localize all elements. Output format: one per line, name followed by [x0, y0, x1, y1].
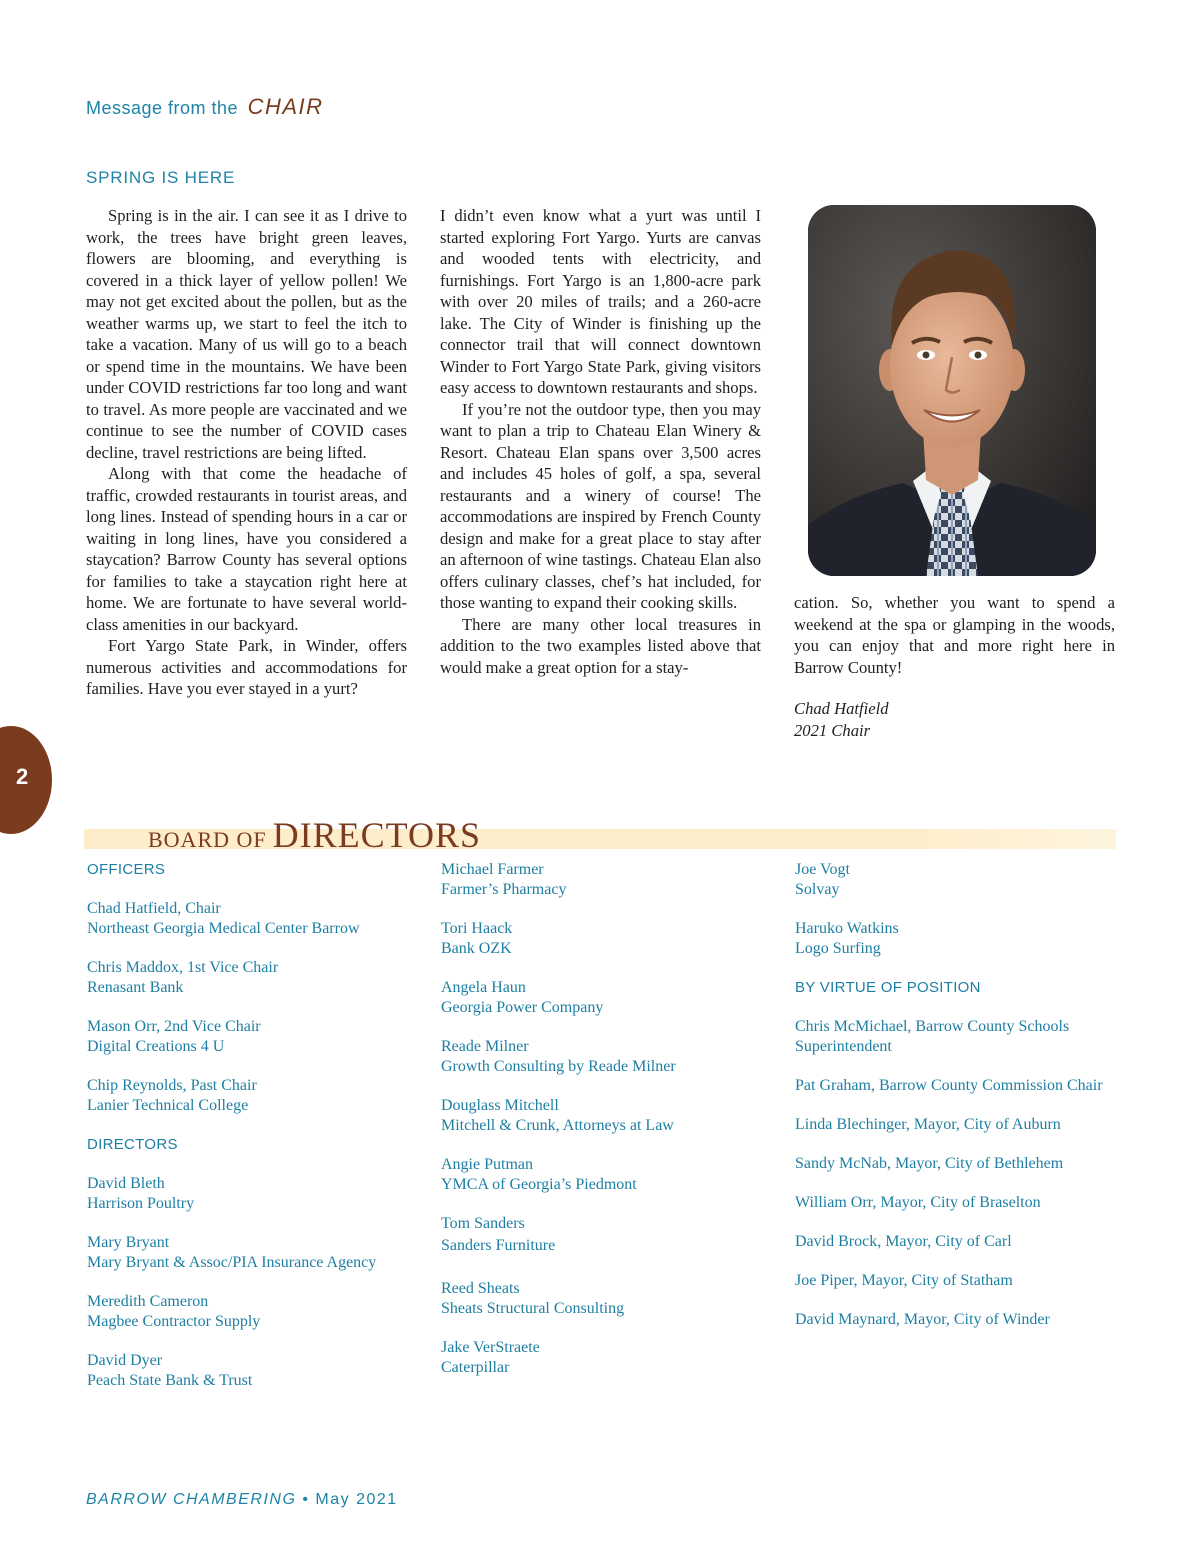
board-title-big: DIRECTORS [272, 815, 482, 855]
member-name: Michael Farmer [441, 861, 544, 878]
member-name: Reade Milner [441, 1038, 529, 1055]
member-name: Chad Hatfield, Chair [87, 900, 221, 917]
board-title [148, 814, 481, 856]
member-name: Jake VerStraete [441, 1339, 540, 1356]
member-org: Caterpillar [441, 1359, 510, 1376]
portrait-illustration [808, 205, 1096, 576]
article-paragraph: Spring is in the air. I can see it as I drive to work, the trees have bright green leaves, flowers are blooming, and everything is covered in a thick layer of yellow pollen! We may not get excited about the pollen, but as the weather warms up, we start to feel the itch to take a vacation. Many of us will go to a beach or spend time in the mountains. We have been under COVID restrictions far too long and want to travel. As more people are vaccinated and we continue to see the number of COVID cases decline, travel restrictions are being lifted. [86, 206, 407, 462]
member-org: Renasant Bank [87, 979, 184, 996]
board-member: Sandy McNab, Mayor, City of Bethlehem [795, 1155, 1064, 1172]
board-member [87, 1292, 427, 1332]
member-name: Angela Haun [441, 979, 526, 996]
article-column-3 [794, 592, 1115, 678]
member-name: Reed Sheats [441, 1280, 520, 1297]
member-org: Superintendent [795, 1038, 892, 1055]
section-header-highlight: CHAIR [247, 94, 324, 119]
article-paragraph: There are many other local treasures in addition to the two examples listed above that would make a great option for a stay- [440, 614, 761, 677]
position-heading: BY VIRTUE OF POSITION [795, 979, 981, 996]
signature-name: Chad Hatfield [794, 699, 889, 718]
page-footer [86, 1491, 398, 1509]
member-org: Solvay [795, 881, 840, 898]
board-member: Linda Blechinger, Mayor, City of Auburn [795, 1116, 1061, 1133]
board-member [441, 1279, 781, 1319]
member-org: Harrison Poultry [87, 1195, 195, 1212]
article-paragraph: Fort Yargo State Park, in Winder, offers numerous activities and accommodations for families. Have you ever stayed in a yurt? [86, 636, 407, 698]
member-org: Northeast Georgia Medical Center Barrow [87, 920, 360, 937]
board-member: David Maynard, Mayor, City of Winder [795, 1311, 1050, 1328]
board-member [441, 919, 781, 959]
officers-heading: OFFICERS [87, 861, 166, 878]
board-member [87, 958, 427, 998]
board-member [87, 1233, 427, 1273]
board-column-3 [795, 860, 1135, 1330]
board-member: William Orr, Mayor, City of Braselton [795, 1194, 1041, 1211]
board-member [87, 1017, 427, 1057]
footer-magazine-name: BARROW CHAMBERING [86, 1491, 297, 1508]
member-org: Digital Creations 4 U [87, 1038, 225, 1055]
page-number: 2 [16, 764, 29, 789]
board-column-2 [441, 860, 781, 1378]
member-org: Sanders Furniture [441, 1237, 556, 1254]
member-org: Sheats Structural Consulting [441, 1300, 625, 1317]
board-member [87, 1351, 427, 1391]
article-paragraph: If you’re not the outdoor type, then you may want to plan a trip to Chateau Elan Winery & Resort. Chateau Elan spans over 3,500 acres and includes 45 holes of golf, a spa, several restaurants and a winery of course! The accommodations are inspired by French County design and make for a great place to stay after an afternoon of wine tastings. Chateau Elan also offers culinary classes, chef’s hat included, for those wanting to expand their cooking skills. [440, 399, 761, 612]
member-org: Bank OZK [441, 940, 512, 957]
member-org: Lanier Technical College [87, 1097, 249, 1114]
board-member [441, 1155, 781, 1195]
member-org: YMCA of Georgia’s Piedmont [441, 1176, 637, 1193]
member-name: Tori Haack [441, 920, 513, 937]
member-name: Angie Putman [441, 1156, 533, 1173]
member-org: Growth Consulting by Reade Milner [441, 1058, 676, 1075]
board-member [441, 1338, 781, 1378]
article-column-1 [86, 205, 407, 700]
article-paragraph: cation. So, whether you want to spend a weekend at the spa or glamping in the woods, you can enjoy that and more right here in Barrow County! [794, 593, 1115, 677]
member-name: Mary Bryant [87, 1234, 170, 1251]
article-column-2 [440, 205, 761, 678]
board-member [87, 899, 427, 939]
board-member: Joe Piper, Mayor, City of Statham [795, 1272, 1013, 1289]
member-name: Haruko Watkins [795, 920, 899, 937]
member-name: Mason Orr, 2nd Vice Chair [87, 1018, 261, 1035]
member-org: Georgia Power Company [441, 999, 604, 1016]
member-org: Logo Surfing [795, 940, 881, 957]
board-member [441, 860, 781, 900]
board-column-1 [87, 860, 427, 1391]
article-paragraph: Along with that come the headache of traffic, crowded restaurants in tourist areas, and long lines. Instead of spending hours in a car or waiting in long lines, have you considered a staycation? Barrow County has several options for families to take a staycation right here at home. We are fortunate to have several world-class amenities in our backyard. [86, 464, 407, 634]
article-paragraph: I didn’t even know what a yurt was until I started exploring Fort Yargo. Yurts are canvas and wooded tents with electricity, and furnishings. Fort Yargo is an 1,800-acre park with over 20 miles of trails; and a 260-acre lake. The City of Winder is finishing up the connector trail that will connect downtown Winder to Fort Yargo State Park, giving visitors easy access to downtown restaurants and shops. [440, 206, 761, 397]
board-member [441, 978, 781, 1018]
chair-portrait-photo [808, 205, 1096, 576]
article-title: SPRING IS HERE [86, 168, 236, 187]
board-member [87, 1076, 427, 1116]
member-name: Chris Maddox, 1st Vice Chair [87, 959, 279, 976]
member-org: Mary Bryant & Assoc/PIA Insurance Agency [87, 1254, 377, 1271]
section-header [86, 94, 324, 120]
board-member [441, 1214, 781, 1256]
member-name: Meredith Cameron [87, 1293, 209, 1310]
member-org: Mitchell & Crunk, Attorneys at Law [441, 1117, 674, 1134]
signature-block [794, 698, 889, 741]
member-name: Douglass Mitchell [441, 1097, 559, 1114]
board-member [795, 860, 1135, 900]
board-member [87, 1174, 427, 1214]
member-name: David Dyer [87, 1352, 163, 1369]
footer-separator: • [302, 1491, 310, 1508]
member-name: Tom Sanders [441, 1215, 525, 1232]
member-org: Farmer’s Pharmacy [441, 881, 567, 898]
board-member [795, 1017, 1135, 1057]
directors-heading: DIRECTORS [87, 1136, 178, 1153]
member-name: Chris McMichael, Barrow County Schools [795, 1018, 1070, 1035]
member-org: Peach State Bank & Trust [87, 1372, 253, 1389]
footer-issue: May 2021 [315, 1491, 398, 1508]
board-member [795, 919, 1135, 959]
board-title-small: BOARD OF [148, 827, 267, 852]
member-name: Joe Vogt [795, 861, 850, 878]
board-member [441, 1037, 781, 1077]
board-member [441, 1096, 781, 1136]
board-member: David Brock, Mayor, City of Carl [795, 1233, 1012, 1250]
signature-title: 2021 Chair [794, 720, 871, 740]
member-name: David Bleth [87, 1175, 165, 1192]
board-member: Pat Graham, Barrow County Commission Chair [795, 1077, 1103, 1094]
member-org: Magbee Contractor Supply [87, 1313, 261, 1330]
member-name: Chip Reynolds, Past Chair [87, 1077, 257, 1094]
section-header-prefix: Message from the [86, 98, 239, 118]
